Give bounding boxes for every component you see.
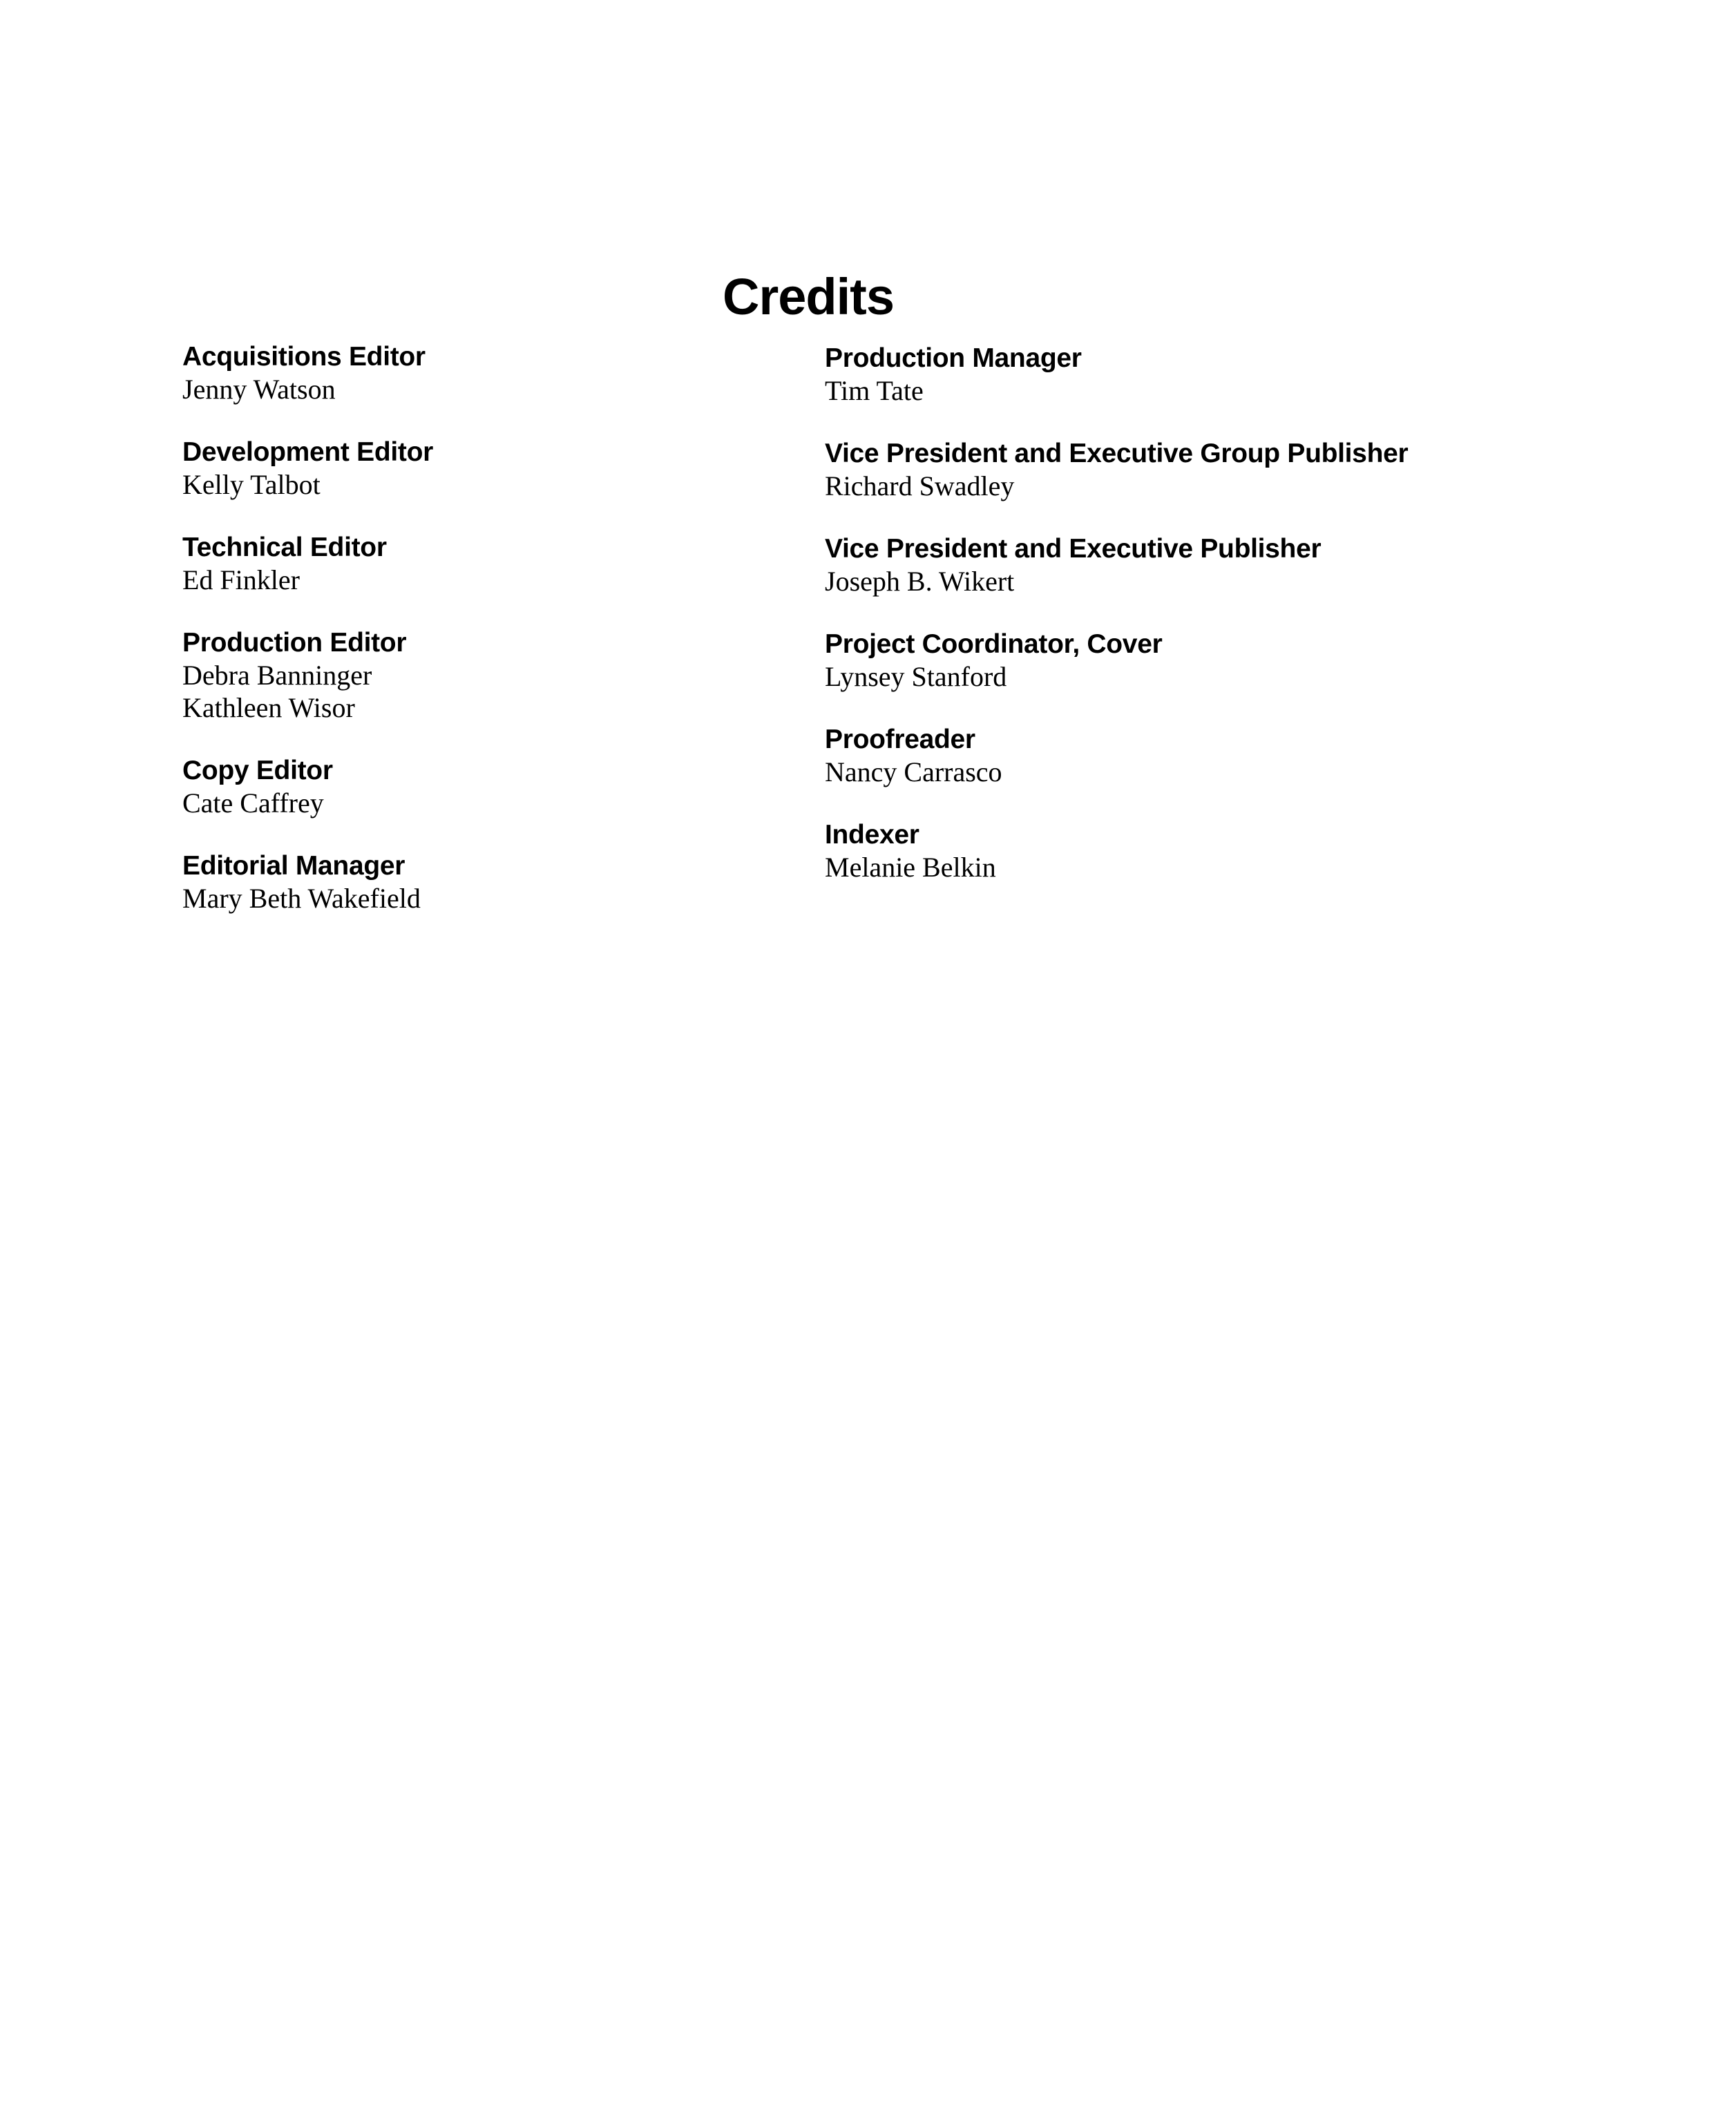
credit-name: Ed Finkler — [182, 564, 300, 595]
credit-name: Debra Banninger — [182, 660, 372, 691]
credit-role: Project Coordinator, Cover — [825, 629, 1163, 659]
page-title: Credits — [723, 268, 894, 325]
credit-role: Production Manager — [825, 343, 1082, 373]
credit-name: Richard Swadley — [825, 470, 1015, 501]
credit-role: Copy Editor — [182, 756, 333, 785]
credit-role: Technical Editor — [182, 533, 387, 562]
credit-entry — [825, 819, 1654, 883]
credit-name: Lynsey Stanford — [825, 661, 1007, 692]
credit-name: Joseph B. Wikert — [825, 566, 1015, 597]
credit-entry — [182, 532, 804, 596]
credit-entry — [182, 627, 804, 724]
credit-entry — [825, 533, 1654, 597]
credit-name: Kelly Talbot — [182, 469, 321, 500]
credit-role: Production Editor — [182, 628, 407, 658]
credit-name: Nancy Carrasco — [825, 756, 1002, 787]
credits-right-column — [825, 343, 1654, 915]
credit-name: Jenny Watson — [182, 374, 336, 405]
credit-entry — [182, 850, 804, 915]
credit-name: Kathleen Wisor — [182, 692, 355, 723]
credit-name: Melanie Belkin — [825, 852, 996, 883]
credit-role: Indexer — [825, 820, 919, 850]
credit-entry — [182, 437, 804, 501]
credit-role: Proofreader — [825, 725, 975, 754]
credit-role: Vice President and Executive Group Publisher — [825, 439, 1409, 468]
credit-role: Acquisitions Editor — [182, 342, 426, 372]
credit-name: Mary Beth Wakefield — [182, 883, 421, 914]
credit-entry — [182, 341, 804, 405]
credit-entry — [182, 755, 804, 819]
credit-entry — [825, 438, 1654, 502]
credit-role: Vice President and Executive Publisher — [825, 534, 1322, 564]
credit-entry — [825, 724, 1654, 788]
credit-name: Tim Tate — [825, 375, 924, 406]
credit-name: Cate Caffrey — [182, 787, 324, 819]
credit-entry — [825, 343, 1654, 407]
credit-role: Development Editor — [182, 437, 433, 467]
credits-left-column — [182, 341, 804, 946]
credit-entry — [825, 629, 1654, 693]
credit-role: Editorial Manager — [182, 851, 406, 881]
